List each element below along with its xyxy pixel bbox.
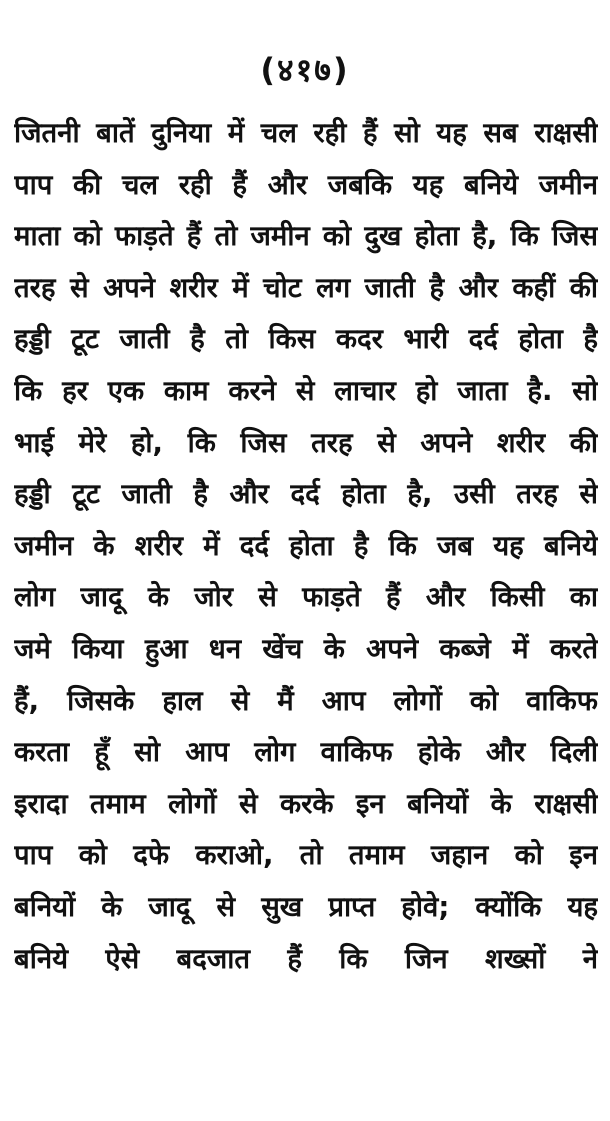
text-line: माता को फाड़ते हैं तो जमीन को दुख होता है, कि जिस	[14, 220, 598, 253]
text-line: हड्डी टूट जाती है और दर्द होता है, उसी तरह से	[14, 478, 598, 511]
text-line: कि हर एक काम करने से लाचार हो जाता है. सो	[14, 374, 598, 407]
text-line: हड्डी टूट जाती है तो किस कदर भारी दर्द होता है	[14, 323, 598, 356]
page-number: (४१७)	[260, 51, 350, 89]
text-line: भाई मेरे हो, कि जिस तरह से अपने शरीर की	[14, 426, 598, 459]
text-line: जमीन के शरीर में दर्द होता है कि जब यह बनिये	[14, 529, 598, 562]
text-line: बनिये ऐसे बदजात हैं कि जिन शख्सों ने	[14, 942, 598, 975]
text-line: जमे किया हुआ धन खेंच के अपने कब्जे में करते	[14, 632, 598, 665]
body-text	[14, 108, 598, 985]
text-line: हैं, जिसके हाल से मैं आप लोगों को वाकिफ	[14, 684, 598, 717]
text-line: इरादा तमाम लोगों से करके इन बनियों के राक्षसी	[14, 787, 598, 820]
text-line: पाप की चल रही हैं और जबकि यह बनिये जमीन	[14, 168, 598, 201]
text-line: तरह से अपने शरीर में चोट लग जाती है और कहीं की	[14, 271, 598, 304]
text-line: बनियों के जादू से सुख प्राप्त होवे; क्योंकि यह	[14, 890, 598, 923]
text-line: करता हूँ सो आप लोग वाकिफ होके और दिली	[14, 736, 598, 769]
text-line: लोग जादू के जोर से फाड़ते हैं और किसी का	[14, 581, 598, 614]
text-line: पाप को दफे कराओ, तो तमाम जहान को इन	[14, 839, 598, 872]
text-line: जितनी बातें दुनिया में चल रही हैं सो यह सब राक्षसी	[14, 117, 598, 149]
